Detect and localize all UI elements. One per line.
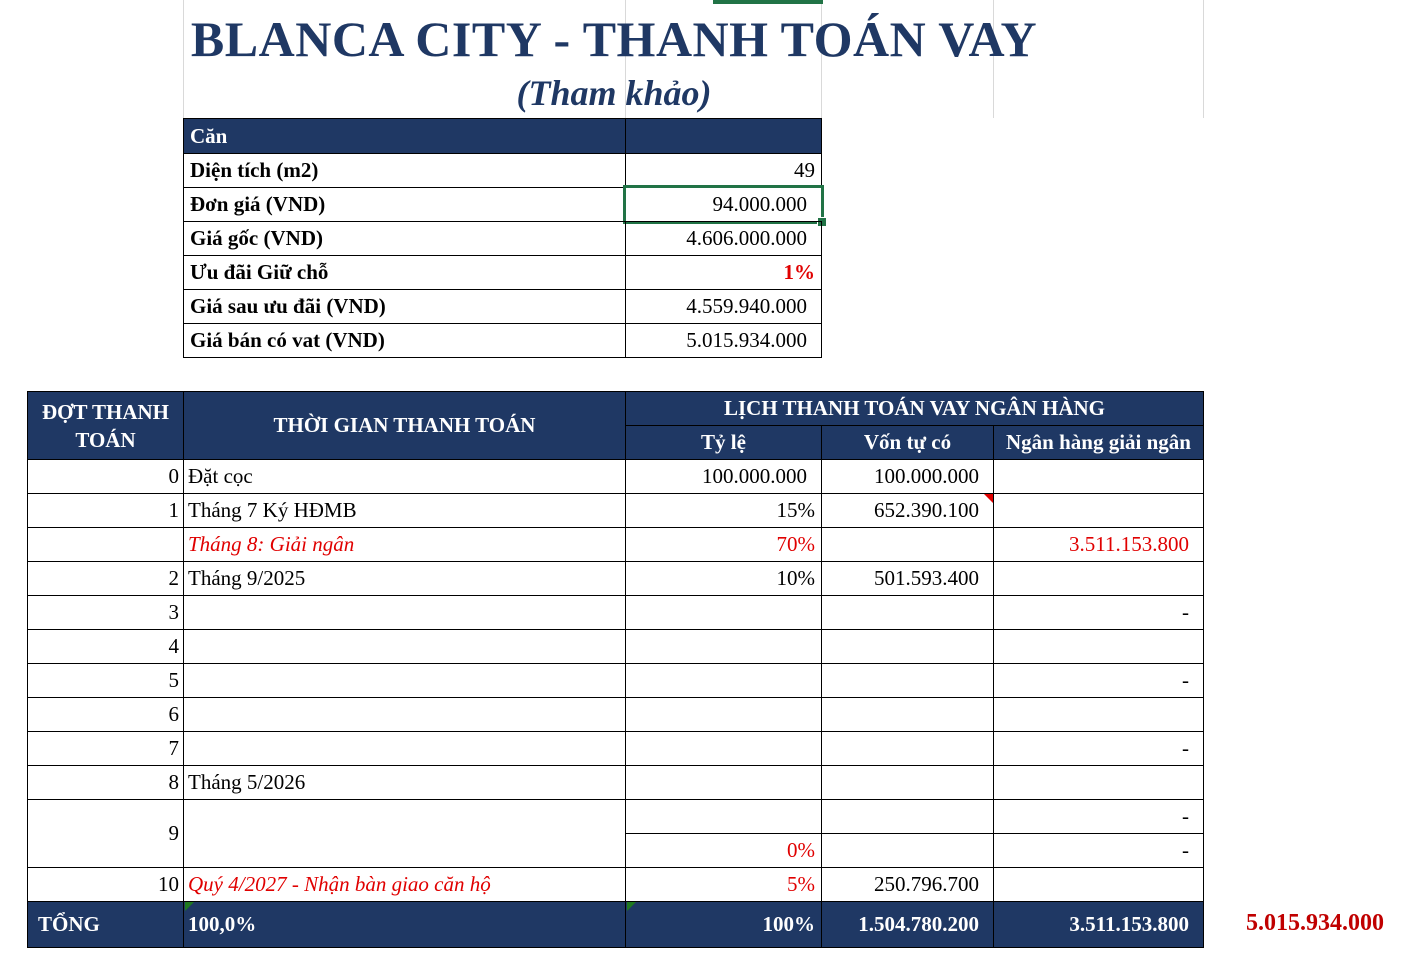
info-value-unit-price[interactable]: 94.000.000 <box>623 185 824 224</box>
total-time-percent[interactable]: 100,0% <box>183 901 626 948</box>
row-installment[interactable]: 9 <box>27 799 184 868</box>
row-rate[interactable]: 0% <box>625 833 822 868</box>
row-installment[interactable]: 3 <box>27 595 184 630</box>
row-time[interactable]: Tháng 9/2025 <box>183 561 626 596</box>
col-header-rate[interactable]: Tỷ lệ <box>625 425 822 460</box>
total-own-capital[interactable]: 1.504.780.200 <box>821 901 994 948</box>
row-own-capital[interactable] <box>821 595 994 630</box>
info-label-vat-price[interactable]: Giá bán có vat (VND) <box>183 323 626 358</box>
row-time[interactable]: Đặt cọc <box>183 459 626 494</box>
row-time[interactable] <box>183 663 626 698</box>
total-label[interactable]: TỔNG <box>27 901 184 948</box>
row-own-capital[interactable] <box>821 833 994 868</box>
row-bank[interactable] <box>993 765 1204 800</box>
info-value-base-price[interactable]: 4.606.000.000 <box>625 221 822 256</box>
row-own-capital[interactable]: 250.796.700 <box>821 867 994 902</box>
row-time[interactable] <box>183 697 626 732</box>
row-time[interactable]: Tháng 5/2026 <box>183 765 626 800</box>
col-header-bank-disbursement[interactable]: Ngân hàng giải ngân <box>993 425 1204 460</box>
row-time[interactable] <box>183 595 626 630</box>
row-bank[interactable]: - <box>993 663 1204 698</box>
row-installment[interactable]: 6 <box>27 697 184 732</box>
info-label-unit-price[interactable]: Đơn giá (VND) <box>183 187 626 222</box>
col-header-own-capital[interactable]: Vốn tự có <box>821 425 994 460</box>
row-own-capital[interactable] <box>821 697 994 732</box>
row-installment[interactable]: 4 <box>27 629 184 664</box>
row-installment[interactable]: 0 <box>27 459 184 494</box>
row-own-capital[interactable]: 652.390.100 <box>821 493 994 528</box>
row-bank[interactable] <box>993 561 1204 596</box>
row-rate[interactable] <box>625 731 822 766</box>
row-bank[interactable] <box>993 493 1204 528</box>
row-bank[interactable]: - <box>993 833 1204 868</box>
row-bank[interactable]: - <box>993 731 1204 766</box>
total-rate[interactable]: 100% <box>625 901 822 948</box>
row-time[interactable] <box>183 731 626 766</box>
info-label-base-price[interactable]: Giá gốc (VND) <box>183 221 626 256</box>
col-header-installment[interactable]: ĐỢT THANH TOÁN <box>27 391 184 460</box>
row-rate[interactable]: 15% <box>625 493 822 528</box>
row-time[interactable]: Tháng 8: Giải ngân <box>183 527 626 562</box>
row-time[interactable]: Quý 4/2027 - Nhận bàn giao căn hộ <box>183 867 626 902</box>
row-time[interactable] <box>183 629 626 664</box>
info-header-value[interactable] <box>625 118 822 154</box>
row-rate[interactable]: 100.000.000 <box>625 459 822 494</box>
row-installment[interactable]: 8 <box>27 765 184 800</box>
info-label-after-discount[interactable]: Giá sau ưu đãi (VND) <box>183 289 626 324</box>
row-own-capital[interactable]: 501.593.400 <box>821 561 994 596</box>
page-subtitle: (Tham khảo) <box>516 73 712 113</box>
row-time[interactable] <box>183 799 626 868</box>
row-bank[interactable] <box>993 697 1204 732</box>
grand-total[interactable]: 5.015.934.000 <box>1246 910 1384 936</box>
row-installment[interactable]: 10 <box>27 867 184 902</box>
col-header-bank-schedule[interactable]: LỊCH THANH TOÁN VAY NGÂN HÀNG <box>625 391 1204 426</box>
row-bank[interactable] <box>993 459 1204 494</box>
row-rate[interactable]: 10% <box>625 561 822 596</box>
row-bank[interactable] <box>993 629 1204 664</box>
row-own-capital[interactable] <box>821 663 994 698</box>
row-rate[interactable]: 70% <box>625 527 822 562</box>
row-installment[interactable]: 1 <box>27 493 184 528</box>
row-bank[interactable]: - <box>993 595 1204 630</box>
info-label-discount[interactable]: Ưu đãi Giữ chỗ <box>183 255 626 290</box>
row-installment[interactable]: 5 <box>27 663 184 698</box>
row-bank[interactable]: 3.511.153.800 <box>993 527 1204 562</box>
row-bank[interactable] <box>993 867 1204 902</box>
row-own-capital[interactable] <box>821 765 994 800</box>
row-bank[interactable]: - <box>993 799 1204 834</box>
info-value-after-discount[interactable]: 4.559.940.000 <box>625 289 822 324</box>
page-title: BLANCA CITY - THANH TOÁN VAY <box>190 11 1038 67</box>
row-installment[interactable]: 2 <box>27 561 184 596</box>
error-indicator[interactable] <box>185 902 194 911</box>
comment-indicator[interactable] <box>984 494 993 503</box>
row-installment[interactable]: 7 <box>27 731 184 766</box>
row-own-capital[interactable] <box>821 799 994 834</box>
row-rate[interactable] <box>625 697 822 732</box>
error-indicator[interactable] <box>627 902 636 911</box>
row-rate[interactable] <box>625 765 822 800</box>
row-rate[interactable] <box>625 799 822 834</box>
row-time[interactable]: Tháng 7 Ký HĐMB <box>183 493 626 528</box>
info-label-area[interactable]: Diện tích (m2) <box>183 153 626 188</box>
row-rate[interactable] <box>625 595 822 630</box>
row-rate[interactable]: 5% <box>625 867 822 902</box>
row-own-capital[interactable]: 100.000.000 <box>821 459 994 494</box>
info-value-area[interactable]: 49 <box>625 153 822 188</box>
total-bank[interactable]: 3.511.153.800 <box>993 901 1204 948</box>
row-rate[interactable] <box>625 629 822 664</box>
row-installment[interactable] <box>27 527 184 562</box>
row-rate[interactable] <box>625 663 822 698</box>
info-header-label[interactable]: Căn <box>183 118 626 154</box>
info-value-vat-price[interactable]: 5.015.934.000 <box>625 323 822 358</box>
active-column-indicator <box>713 0 823 4</box>
row-own-capital[interactable] <box>821 527 994 562</box>
info-value-discount[interactable]: 1% <box>625 255 822 290</box>
row-own-capital[interactable] <box>821 629 994 664</box>
col-header-time[interactable]: THỜI GIAN THANH TOÁN <box>183 391 626 460</box>
row-own-capital[interactable] <box>821 731 994 766</box>
